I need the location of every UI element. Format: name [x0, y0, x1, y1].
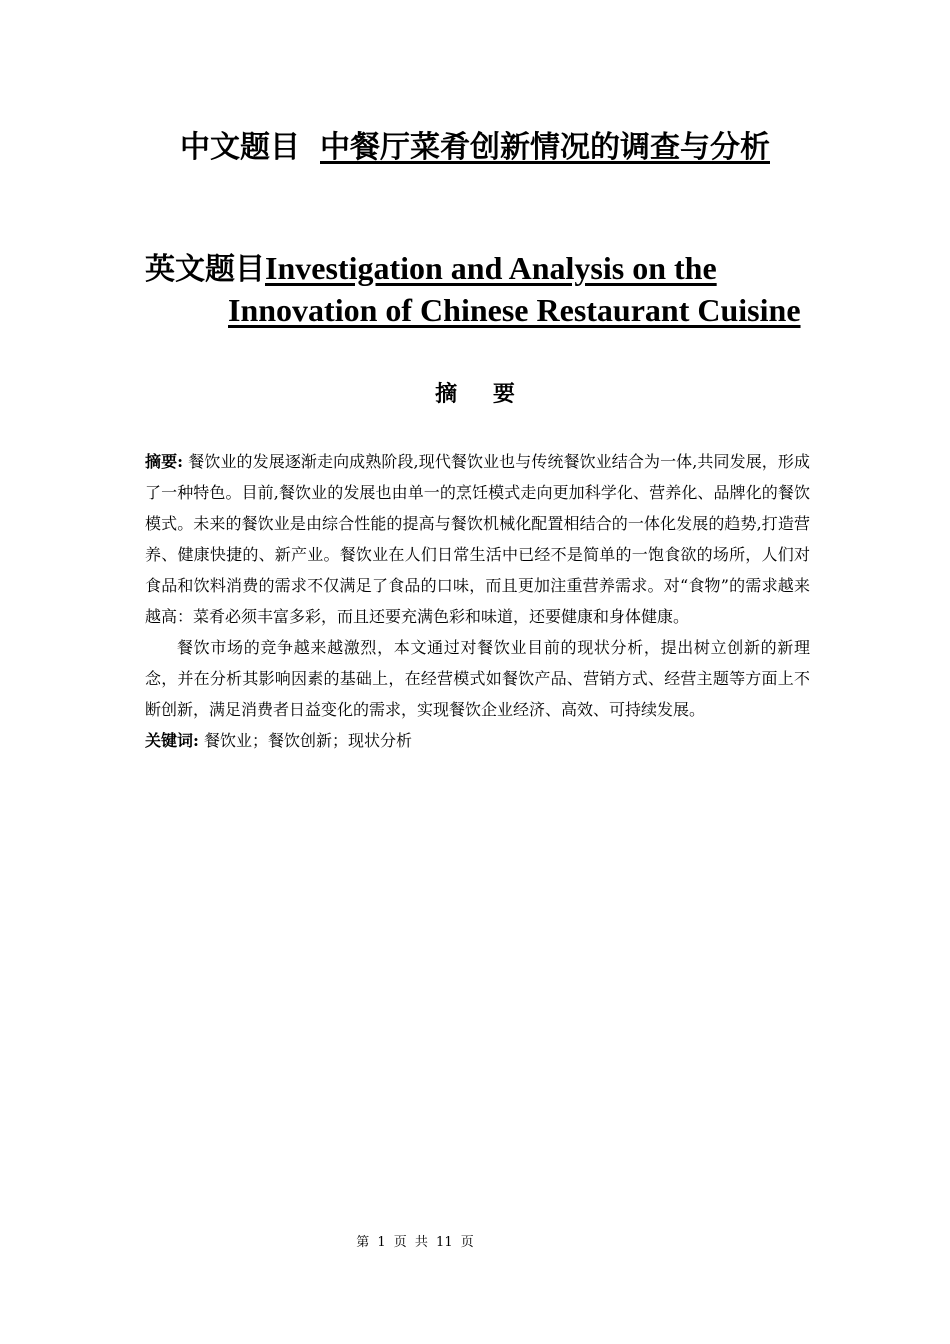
abstract-label: 摘要: [145, 452, 184, 471]
english-title [145, 248, 905, 330]
keywords-line [145, 725, 810, 756]
abstract-paragraph-1 [145, 446, 810, 632]
page-footer: 第 1 页 共 11 页 [356, 1235, 474, 1250]
english-title-line2: Innovation of Chinese Restaurant Cuisine [228, 292, 801, 328]
abstract-paragraph-2: 餐饮市场的竞争越来越激烈，本文通过对餐饮业目前的现状分析，提出树立创新的新理念，并在分析其影响因素的基础上，在经营模式如餐饮产品、营销方式、经营主题等方面上不断创新，满足消费者日益变化的需求，实现餐饮企业经济、高效、可持续发展。 [145, 638, 810, 719]
chinese-title-label: 中文题目 [180, 130, 300, 165]
english-title-label: 英文题目 [145, 252, 265, 287]
keywords-label: 关键词: [145, 731, 199, 750]
abstract-body [145, 446, 810, 756]
abstract-heading: 摘 要 [435, 381, 529, 407]
chinese-title [120, 128, 830, 168]
abstract-paragraph-1-text: 餐饮业的发展逐渐走向成熟阶段,现代餐饮业也与传统餐饮业结合为一体,共同发展，形成了一种特色。目前,餐饮业的发展也由单一的烹饪模式走向更加科学化、营养化、品牌化的餐饮模式。未来的餐饮业是由综合性能的提高与餐饮机械化配置相结合的一体化发展的趋势,打造营养、健康快捷的、新产业。餐饮业在人们日常生活中已经不是简单的一饱食欲的场所，人们对食品和饮料消费的需求不仅满足了食品的口味，而且更加注重营养需求。对“食物”的需求越来越高：菜肴必须丰富多彩，而且还要充满色彩和味道，还要健康和身体健康。 [145, 452, 810, 626]
keywords-text: 餐饮业；餐饮创新；现状分析 [204, 731, 413, 750]
english-title-line1: Investigation and Analysis on the [265, 250, 717, 286]
chinese-title-text: 中餐厅菜肴创新情况的调查与分析 [320, 130, 770, 165]
